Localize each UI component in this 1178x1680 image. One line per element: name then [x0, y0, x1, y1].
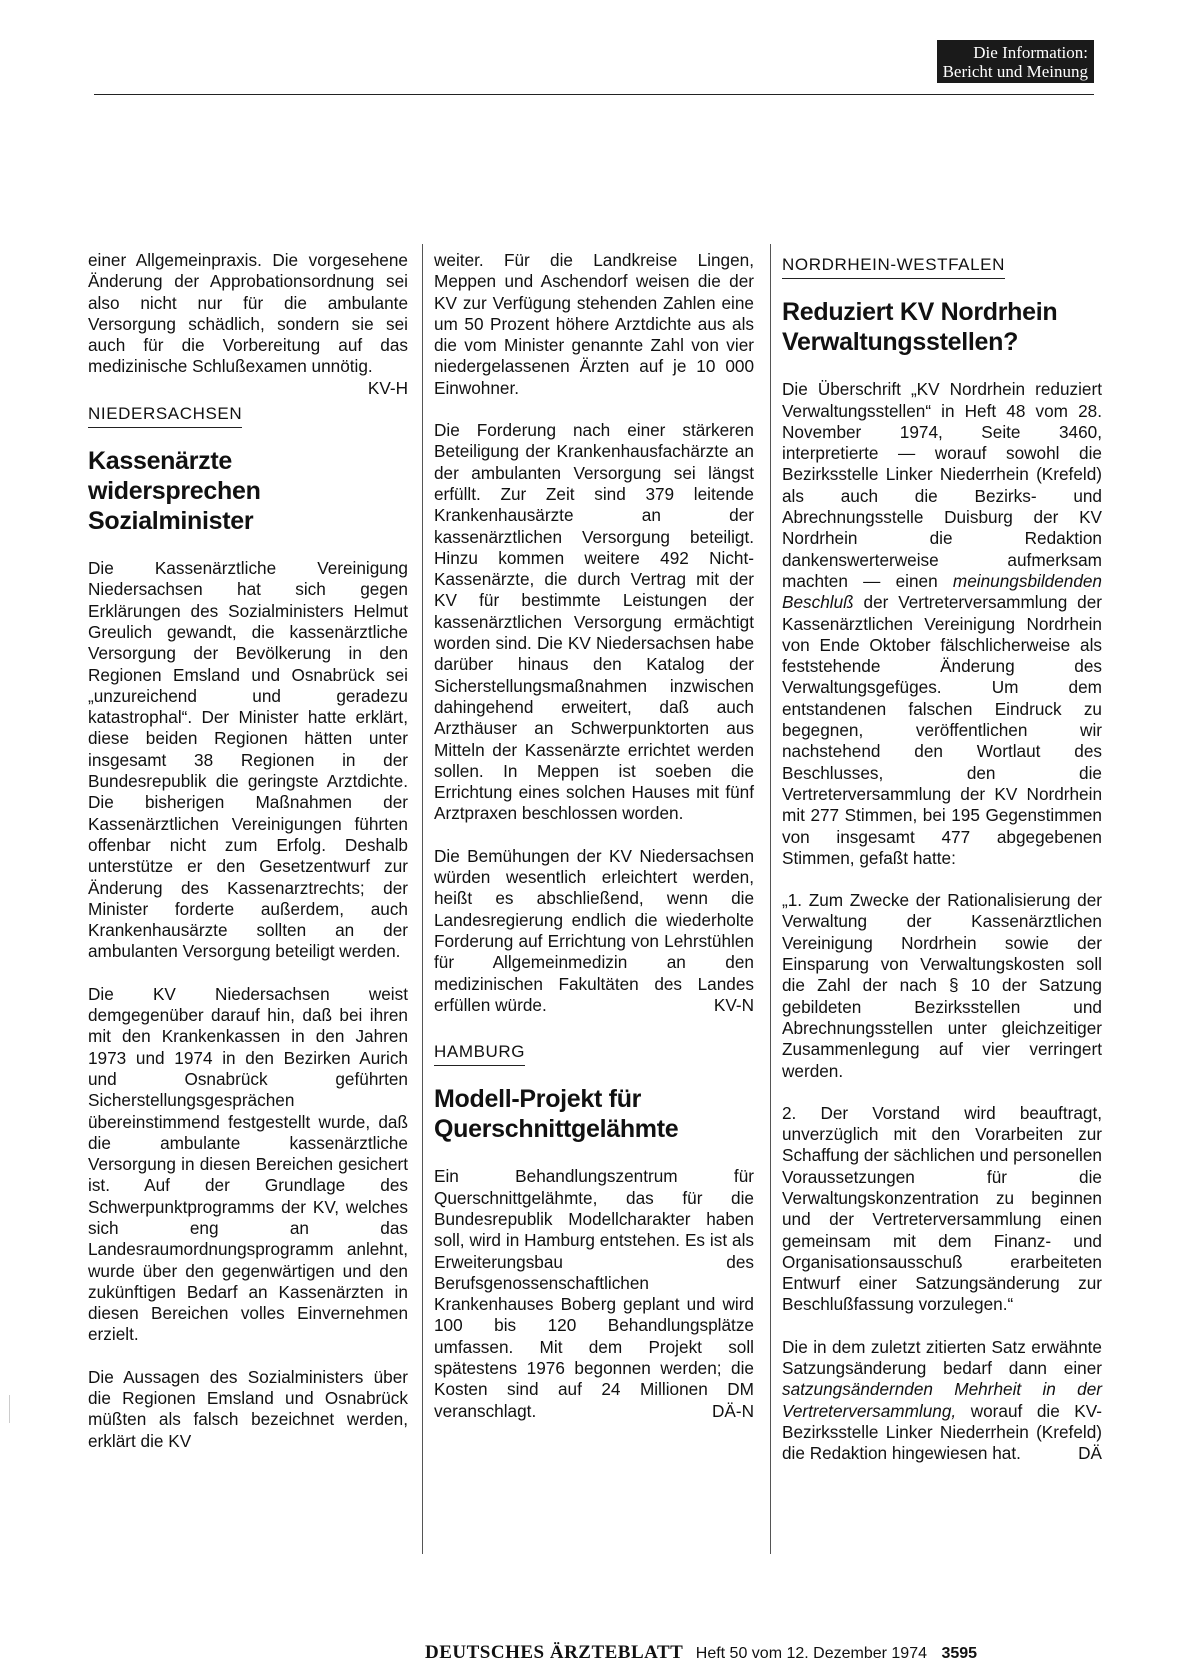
col3-p4-b: worauf die KV-Bezirksstelle Linker Niederrhein (Krefeld) die Redaktion hingewiesen hat.: [782, 1400, 1102, 1464]
column-divider-1: [422, 244, 423, 1554]
column-divider-2: [770, 244, 771, 1554]
col2-paragraph-3-text: Die Bemühungen der KV Niedersachsen würden wesentlich erleichtert werden, heißt es abschließend, wenn die Landesregierung endlich die wiederholte Forderung auf Errichtung von Lehrstühlen für Allgemeinmedizin an den medizinischen Fakultäten des Landes erfüllen würde.: [434, 845, 754, 1015]
col2-paragraph-3: [434, 846, 754, 1016]
top-rule: [94, 94, 1094, 95]
column-1: [88, 250, 408, 1473]
col3-paragraph-4: [782, 1337, 1102, 1465]
col3-p4-a: Die in dem zuletzt zitierten Satz erwähnte Satzungsänderung bedarf dann einer: [782, 1336, 1102, 1379]
masthead-line2: Bericht und Meinung: [942, 62, 1088, 81]
page-footer: [425, 1642, 977, 1664]
issue-info: Heft 50 vom 12. Dezember 1974: [695, 1645, 927, 1662]
col3-p1-b: der Vertreterversammlung der Kassenärztlichen Vereinigung Nordrhein von Ende Oktober fälschlicherweise als feststehende Änderung des Verwaltungsgefüges. Um dem entstandenen falschen Eindruck zu begegnen, veröffentlichen wir nachstehend den Wortlaut des Beschlusses, den die Vertreterversammlung der KV Nordrhein mit 277 Stimmen, bei 195 Gegenstimmen von insgesamt 477 abgegebenen Stimmen, gefaßt hatte:: [782, 592, 1102, 868]
column-2: [434, 250, 754, 1443]
margin-mark: [9, 1395, 10, 1423]
col3-paragraph-2: „1. Zum Zwecke der Rationalisierung der Verwaltung der Kassenärztlichen Vereinigung Nordrhein sowie der Einsparung von Verwaltungskosten soll die Zahl der nach § 10 der Satzung gebildeten Bezirksstellen und Abrechnungsstellen unter gleichzeitiger Zusammenlegung auf vier verringert werden.: [782, 890, 1102, 1081]
journal-title: DEUTSCHES ÄRZTEBLATT: [425, 1642, 684, 1663]
page-number: 3595: [941, 1645, 978, 1662]
col3-p4-emphasis: satzungsändernden Mehrheit in der Vertreterversammlung,: [782, 1379, 1102, 1421]
signature-dae: DÄ: [1078, 1443, 1102, 1464]
signature-kvn: KV-N: [713, 994, 754, 1015]
headline-reduziert-kv: Reduziert KV Nordrhein Verwaltungsstellen?: [782, 298, 1058, 357]
section-label-niedersachsen: NIEDERSACHSEN: [88, 403, 242, 428]
signature-kvh: KV-H: [367, 377, 408, 398]
col1-intro: [88, 250, 408, 398]
col2-paragraph-4-text: Ein Behandlungszentrum für Querschnittgelähmte, das für die Bundesrepublik Modellcharakter haben soll, wird in Hamburg entstehen. Es ist als Erweiterungsbau des Berufsgenossenschaftlichen Krankenhauses Boberg geplant und wird 100 bis 120 Behandlungsplätze umfassen. Mit dem Projekt soll spätestens 1976 begonnen werden; die Kosten sind auf 24 Millionen DM veranschlagt.: [434, 1166, 754, 1421]
col2-paragraph-1: weiter. Für die Landkreise Lingen, Meppen und Aschendorf weisen die der KV zur Verfügung stehenden Zahlen eine um 50 Prozent höhere Arztdichte aus als die vom Minister genannte Zahl von vier niedergelassenen Ärzten auf je 10 000 Einwohner.: [434, 250, 754, 398]
column-3: [782, 250, 1102, 1486]
headline-kassenaerzte: Kassenärzte widersprechen Sozialminister: [88, 447, 261, 536]
col2-paragraph-2: Die Forderung nach einer stärkeren Beteiligung der Krankenhausfachärzte an der ambulanten Versorgung sei längst erfüllt. Zur Zeit sind 379 leitende Krankenhausärzte an der kassenärztlichen Versorgung beteiligt. Hinzu kommen weitere 492 Nicht-Kassenärzte, die durch Vertrag mit der KV für bestimmte Leistungen der kassenärztlichen Versorgung ermächtigt worden sind. Die KV Niedersachsen habe darüber hinaus den Katalog der Sicherstellungsmaßnahmen inzwischen dahingehend erweitert, daß auch Arzthäuser an Schwerpunktorten aus Mitteln der Kassenärzte errichtet werden sollen. In Meppen ist soeben die Errichtung eines solchen Hauses mit fünf Arztpraxen beschlossen worden.: [434, 420, 754, 824]
section-masthead: [937, 40, 1094, 83]
col3-p1-a: Die Überschrift „KV Nordrhein reduziert Verwaltungsstellen“ in Heft 48 vom 28. November 1974, Seite 3460, interpretierte — worauf sowohl die Bezirksstelle Linker Niederrhein (Krefeld) als auch die Bezirks- und Abrechnungsstelle Duisburg der KV Nordrhein die Redaktion dankenswerterweise aufmerksam machten — einen: [782, 379, 1102, 591]
headline-modell-projekt: Modell-Projekt für Querschnittgelähmte: [434, 1085, 679, 1144]
section-label-hamburg: HAMBURG: [434, 1041, 525, 1066]
col2-paragraph-4: [434, 1166, 754, 1422]
col1-paragraph-3: Die Aussagen des Sozialministers über die Regionen Emsland und Osnabrück müßten als falsch bezeichnet werden, erklärt die KV: [88, 1366, 408, 1451]
col1-paragraph-2: Die KV Niedersachsen weist demgegenüber darauf hin, daß bei ihren mit den Krankenkassen in den Jahren 1973 und 1974 in den Bezirken Aurich und Osnabrück geführten Sicherstellungsgesprächen übereinstimmend festgestellt wurde, daß die ambulante kassenärztliche Versorgung in diesen Bereichen gesichert ist. Auf der Grundlage des Schwerpunktprogramms der KV, welches sich eng an das Landesraumordnungsprogramm anlehnt, wurde über den gegenwärtigen und den zukünftigen Bedarf an Kassenärzten in diesen Bereichen volles Einvernehmen erzielt.: [88, 983, 408, 1345]
col1-intro-text: einer Allgemeinpraxis. Die vorgesehene Änderung der Approbationsordnung sei also nicht nur für die ambulante Versorgung schädlich, sondern sie sei auch für die Vorbereitung auf das medizinische Schlußexamen unnötig.: [88, 250, 408, 377]
signature-dae-n: DÄ-N: [711, 1400, 754, 1421]
col3-p1-emphasis: meinungsbildenden Beschluß: [782, 570, 1102, 613]
col1-paragraph-1: Die Kassenärztliche Vereinigung Niedersachsen hat sich gegen Erklärungen des Sozialministers Helmut Greulich gewandt, die kassenärztliche Versorgung der Bevölkerung in den Regionen Emsland und Osnabrück sei „unzureichend und geradezu katastrophal“. Der Minister hatte erklärt, diese beiden Regionen hätten unter insgesamt 38 Regionen in der Bundesrepublik die geringste Arztdichte. Die bisherigen Maßnahmen der Kassenärztlichen Vereinigungen führten offenbar nicht zum Erfolg. Deshalb unterstütze er den Gesetzentwurf zur Änderung des Kassenarztrechts; der Minister forderte außerdem, auch Krankenhausärzte sollten an der ambulanten Versorgung beteiligt werden.: [88, 558, 408, 962]
masthead-line1: Die Information:: [973, 43, 1088, 62]
section-label-nordrhein-westfalen: NORDRHEIN-WESTFALEN: [782, 254, 1005, 279]
col3-paragraph-3: 2. Der Vorstand wird beauftragt, unverzüglich mit den Vorarbeiten zur Schaffung der sächlichen und personellen Voraussetzungen für die Verwaltungskonzentration zu beginnen und der Vertreterversammlung einen gemeinsam mit dem Finanz- und Organisationsausschuß erarbeiteten Entwurf einer Satzungsänderung zur Beschlußfassung vorzulegen.“: [782, 1102, 1102, 1315]
col3-paragraph-1: [782, 379, 1102, 869]
